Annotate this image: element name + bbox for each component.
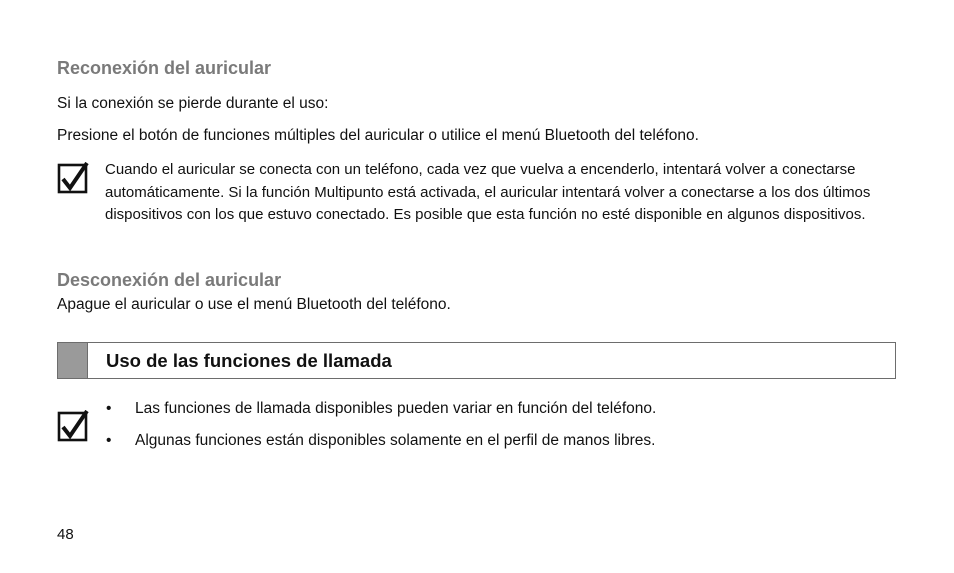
- checkbox-check-icon: [57, 162, 89, 194]
- reconnect-intro-text: Si la conexión se pierde durante el uso:: [57, 95, 329, 112]
- disconnect-heading: Desconexión del auricular: [57, 270, 282, 290]
- list-item: • Las funciones de llamada disponibles pueden variar en función del teléfono.: [106, 400, 656, 432]
- section-marker-block: [58, 343, 88, 378]
- checkbox-check-icon: [57, 410, 89, 442]
- list-item: • Algunas funciones están disponibles solamente en el perfil de manos libres.: [106, 432, 656, 464]
- call-functions-section-title: Uso de las funciones de llamada: [106, 349, 392, 371]
- disconnect-instruction-text: Apague el auricular o use el menú Bluetooth del teléfono.: [57, 296, 451, 313]
- reconnect-instruction-text: Presione el botón de funciones múltiples del auricular o utilice el menú Bluetooth del teléfono.: [57, 127, 699, 144]
- reconnect-heading: Reconexión del auricular: [57, 58, 272, 78]
- reconnect-note-text: Cuando el auricular se conecta con un teléfono, cada vez que vuelva a encenderlo, intentará volver a conectarse automáticamente. Si la función Multipunto está activada, el auricular intentará volver a conectarse a los dos últimos dispositivos con los que estuvo conectado. Es posible que esta función no esté disponible en algunos dispositivos.: [105, 161, 871, 223]
- call-functions-section-bar: [57, 342, 896, 379]
- page-number: 48: [57, 526, 74, 543]
- call-functions-note-list: [106, 400, 656, 464]
